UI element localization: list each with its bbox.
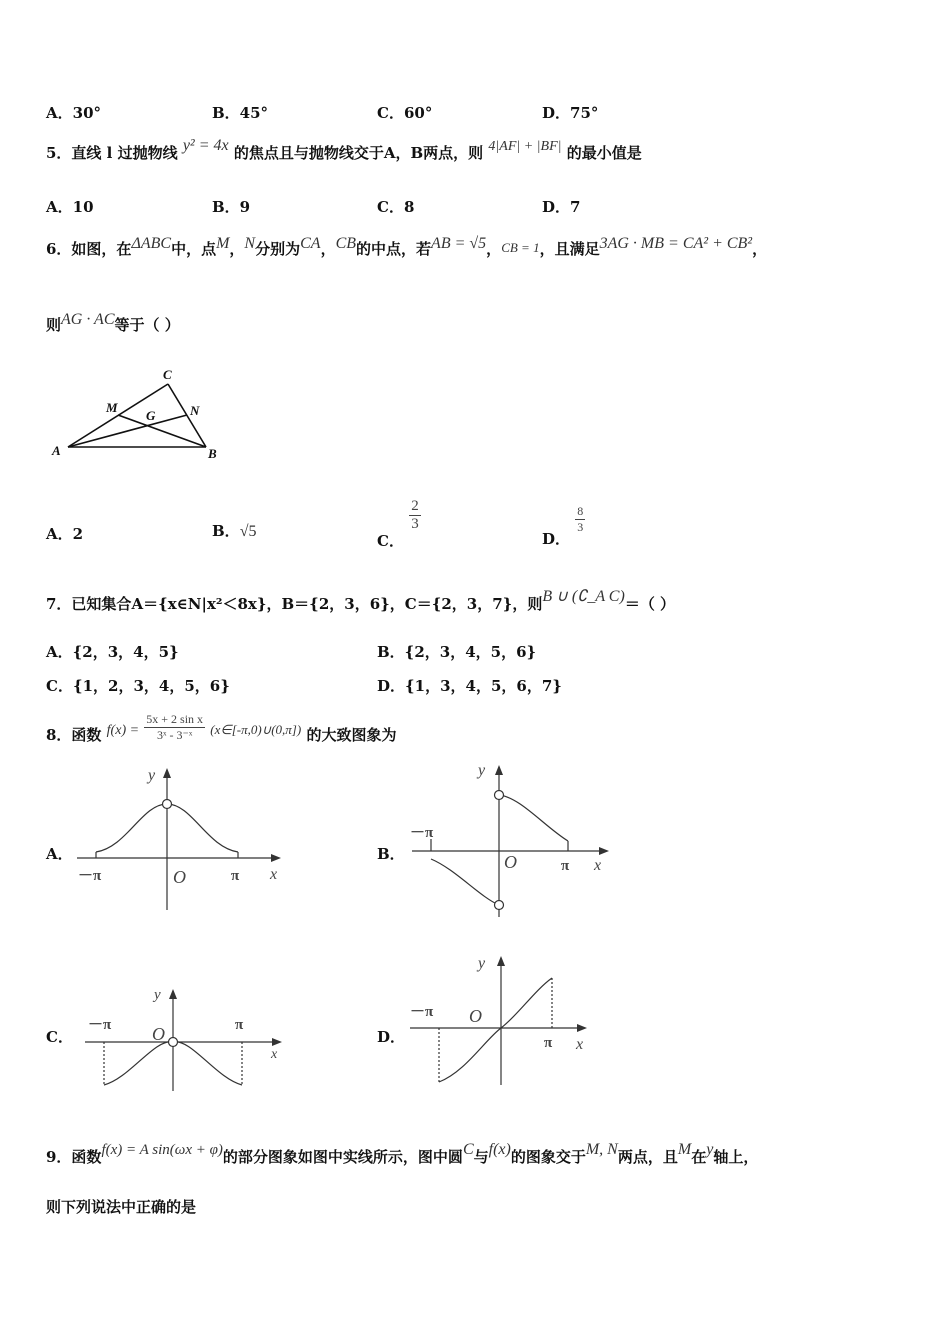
origin-label: O — [469, 1006, 482, 1026]
q4-option-d: D．75° — [542, 104, 599, 122]
q6-p7: ， — [486, 240, 502, 258]
q9-prefix: 9．函数 — [46, 1148, 102, 1166]
q8-stem — [46, 712, 396, 743]
x-label: x — [270, 866, 278, 883]
pi-label: π — [235, 1017, 244, 1033]
q6-option-c-fraction — [409, 498, 421, 533]
y-label: y — [148, 767, 156, 784]
q9-fx: f(x) — [488, 1141, 511, 1158]
q6-option-b — [212, 520, 256, 541]
x-label: x — [594, 857, 602, 874]
pi-label: π — [561, 858, 570, 874]
q6-p3: ， — [229, 240, 245, 258]
q5-mid: 的焦点且与抛物线交于A，B两点，则 — [233, 144, 484, 162]
median-an — [68, 415, 187, 447]
q6-condition: 3AG · MB = CA² + CB² — [599, 235, 753, 252]
q6-option-b-label: B． — [212, 522, 240, 540]
origin-label: O — [173, 867, 186, 887]
q6-line2-prefix: 则 — [46, 316, 62, 334]
q8-suffix: 的大致图象为 — [306, 725, 397, 744]
q6-option-c-num: 2 — [411, 498, 419, 514]
q8-option-a: A． — [46, 845, 73, 863]
y-arrow — [497, 956, 505, 966]
q9-circle-c: C — [462, 1141, 474, 1158]
q6-option-d — [542, 504, 585, 548]
q6-option-c-label: C． — [377, 531, 404, 550]
label-c: C — [163, 367, 172, 382]
q6-option-d-den: 3 — [577, 520, 584, 534]
q8-option-c: C． — [46, 1028, 73, 1046]
q6-option-a-value: 2 — [72, 525, 84, 543]
q6-p1: 6．如图，在 — [46, 240, 132, 258]
y-arrow — [163, 768, 171, 778]
q5-option-d: D．7 — [542, 198, 581, 216]
q8-graph-c — [80, 983, 290, 1093]
q9-stem — [46, 1141, 759, 1167]
q6-question — [46, 311, 180, 335]
q5-prefix: 5．直线 l 过抛物线 — [46, 144, 178, 162]
q7-suffix: ＝（ ） — [624, 595, 676, 613]
neg-pi-label: －π — [88, 1017, 112, 1033]
q5-math-expression: 4|AF| + |BF| — [488, 139, 562, 154]
q6-ab-length: AB = √5 — [431, 235, 487, 252]
q6-point-n: N — [244, 235, 256, 252]
q6-line2-suffix: 等于（ ） — [114, 316, 180, 334]
q7-prefix: 7．已知集合 — [46, 595, 132, 613]
q5-option-a: A．10 — [46, 198, 94, 216]
neg-pi-label: －π — [410, 1004, 434, 1020]
pi-label: π — [544, 1035, 553, 1051]
open-point-top — [495, 791, 504, 800]
q9-p4: 的图象交于 — [510, 1148, 586, 1166]
neg-pi-label: －π — [410, 825, 434, 841]
q8-numerator: 5x + 2 sin x — [146, 712, 204, 726]
x-label: x — [271, 1047, 278, 1062]
y-label: y — [154, 987, 161, 1003]
q6-option-d-num: 8 — [577, 504, 584, 518]
q9-p2: 的部分图象如图中实线所示，图中圆 — [222, 1148, 463, 1166]
q6-option-d-label: D． — [542, 529, 571, 548]
q6-cb-length: CB = 1 — [501, 240, 540, 255]
q6-option-b-value: √5 — [239, 523, 257, 540]
q7-stem — [46, 588, 676, 614]
q9-p3: 与 — [473, 1148, 489, 1166]
q6-option-d-fraction — [575, 504, 585, 535]
q9-func: f(x) = A sin(ωx + φ) — [101, 1142, 223, 1158]
q6-p4: 分别为 — [255, 240, 301, 258]
q8-domain: (x∈[-π,0)∪(0,π]) — [210, 721, 302, 737]
q8-denominator: 3ˣ - 3⁻ˣ — [157, 728, 193, 742]
q5-option-b: B．9 — [212, 198, 251, 216]
q8-option-d: D． — [377, 1028, 406, 1046]
q8-prefix: 8．函数 — [46, 725, 102, 744]
q6-dot-product: AG · AC — [61, 311, 115, 328]
open-point-bottom — [495, 901, 504, 910]
origin-label: O — [152, 1024, 165, 1044]
q5-suffix: 的最小值是 — [566, 144, 642, 162]
q8-func: f(x) = — [106, 722, 140, 738]
q6-triangle: ΔABC — [131, 235, 172, 252]
q8-graph-d — [405, 950, 595, 1090]
q8-fraction — [144, 712, 205, 743]
curve-left — [431, 859, 499, 905]
q6-p8: ，且满足 — [539, 240, 600, 258]
median-bm — [118, 415, 206, 447]
pi-label: π — [231, 868, 240, 884]
curve — [439, 978, 552, 1082]
q7-option-c: C．{1，2，3，4，5，6} — [46, 677, 230, 695]
q6-stem — [46, 235, 768, 259]
label-g: G — [146, 408, 156, 423]
y-label: y — [478, 762, 486, 779]
q5-option-c: C．8 — [377, 198, 415, 216]
q9-p5: 两点，且 — [617, 1148, 678, 1166]
q5-math-parabola: y² = 4x — [182, 137, 229, 154]
q9-y-axis: y — [706, 1141, 714, 1158]
q8-option-b: B． — [377, 845, 405, 863]
origin-label: O — [504, 852, 517, 872]
label-a: A — [52, 443, 61, 458]
open-point — [169, 1038, 178, 1047]
q4-option-a: A．30° — [46, 104, 102, 122]
q6-p2: 中，点 — [171, 240, 217, 258]
label-n: N — [190, 403, 200, 418]
q6-p6: 的中点，若 — [356, 240, 432, 258]
q4-option-b: B．45° — [212, 104, 269, 122]
q4-option-c: C．60° — [377, 104, 433, 122]
q6-option-a — [46, 523, 83, 544]
neg-pi-label: －π — [78, 868, 102, 884]
q9-points-mn: M, N — [585, 1141, 618, 1158]
q6-p5: ， — [320, 240, 336, 258]
q7-option-d: D．{1，3，4，5，6，7} — [377, 677, 562, 695]
x-arrow — [272, 1038, 282, 1046]
q9-question: 则下列说法中正确的是 — [46, 1198, 197, 1216]
q6-option-c — [377, 498, 421, 550]
q6-option-a-label: A． — [46, 525, 73, 543]
x-arrow — [271, 854, 281, 862]
q8-graph-b — [400, 757, 615, 922]
curve-right — [499, 795, 568, 841]
label-m: M — [106, 400, 118, 415]
x-arrow — [577, 1024, 587, 1032]
q5-stem — [46, 137, 642, 163]
q6-point-m: M — [216, 235, 230, 252]
q9-point-m: M — [677, 1141, 692, 1158]
q6-triangle-figure — [46, 362, 236, 467]
y-arrow — [169, 989, 177, 999]
q7-expression: B ∪ (∁_A C) — [542, 588, 625, 605]
label-b: B — [208, 446, 217, 461]
q7-option-a: A．{2，3，4，5} — [46, 643, 179, 661]
x-arrow — [599, 847, 609, 855]
q7-option-b: B．{2，3，4，5，6} — [377, 643, 537, 661]
q6-p9: ， — [752, 240, 768, 258]
q9-p6: 在 — [691, 1148, 707, 1166]
open-point — [163, 800, 172, 809]
q7-sets: A＝{x∈N|x²＜8x}，B＝{2，3，6}，C＝{2，3，7}，则 — [131, 595, 543, 613]
q8-graph-a — [72, 762, 287, 912]
q6-seg-ca: CA — [300, 235, 321, 252]
q6-option-c-den: 3 — [411, 516, 419, 532]
y-arrow — [495, 765, 503, 775]
q6-seg-cb: CB — [335, 235, 357, 252]
y-label: y — [478, 955, 486, 972]
x-label: x — [576, 1036, 584, 1053]
q9-p7: 轴上， — [713, 1148, 759, 1166]
